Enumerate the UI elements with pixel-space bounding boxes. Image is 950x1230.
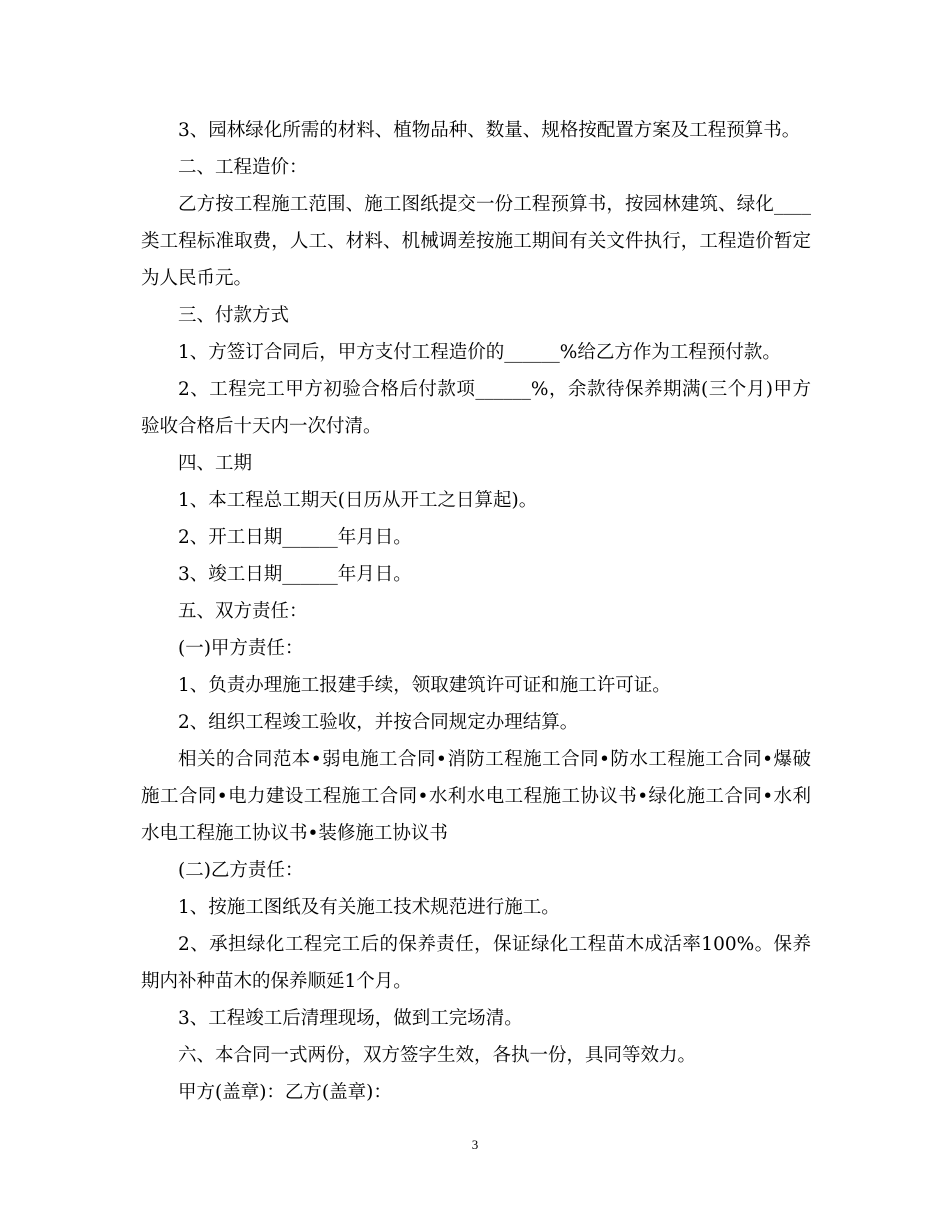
paragraph: 乙方按工程施工范围、施工图纸提交一份工程预算书，按园林建筑、绿化____类工程标准取费，人工、材料、机械调差按施工期间有关文件执行，工程造价暂定为人民币元。 xyxy=(141,194,811,289)
paragraph: 2、承担绿化工程完工后的保养责任，保证绿化工程苗木成活率100%。保养期内补种苗木的保养顺延1个月。 xyxy=(141,934,811,992)
page-number: 3 xyxy=(471,1137,479,1152)
paragraph: 2、开工日期______年月日。 xyxy=(178,527,412,548)
paragraph: 3、工程竣工后清理现场，做到工完场清。 xyxy=(178,1008,523,1029)
subsection-heading: (一)甲方责任： xyxy=(178,638,304,659)
section-heading: 三、付款方式 xyxy=(178,305,290,326)
section-heading: 六、本合同一式两份，双方签字生效，各执一份，具同等效力。 xyxy=(178,1045,697,1066)
related-contracts-paragraph: 相关的合同范本•弱电施工合同•消防工程施工合同•防水工程施工合同•爆破施工合同•电力建设工程施工合同•水利水电工程施工协议书•绿化施工合同•水利水电工程施工协议书•装修施工协议书 xyxy=(141,749,811,844)
paragraph: 1、本工程总工期天(日历从开工之日算起)。 xyxy=(178,490,538,511)
paragraph: 3、竣工日期______年月日。 xyxy=(178,564,412,585)
paragraph: 1、方签订合同后，甲方支付工程造价的______%给乙方作为工程预付款。 xyxy=(178,342,781,363)
section-heading: 四、工期 xyxy=(178,453,253,474)
paragraph: 2、组织工程竣工验收，并按合同规定办理结算。 xyxy=(178,712,579,733)
subsection-heading: (二)乙方责任： xyxy=(178,860,304,881)
paragraph: 1、负责办理施工报建手续，领取建筑许可证和施工许可证。 xyxy=(178,675,671,696)
section-heading: 五、双方责任： xyxy=(178,601,308,622)
section-heading: 二、工程造价： xyxy=(178,157,308,178)
signature-line: 甲方(盖章)：乙方(盖章)： xyxy=(178,1082,392,1103)
paragraph: 2、工程完工甲方初验合格后付款项______%，余款待保养期满(三个月)甲方验收合格后十天内一次付清。 xyxy=(141,379,811,437)
paragraph: 3、园林绿化所需的材料、植物品种、数量、规格按配置方案及工程预算书。 xyxy=(178,120,801,141)
paragraph: 1、按施工图纸及有关施工技术规范进行施工。 xyxy=(178,897,560,918)
document-body xyxy=(141,112,811,1111)
